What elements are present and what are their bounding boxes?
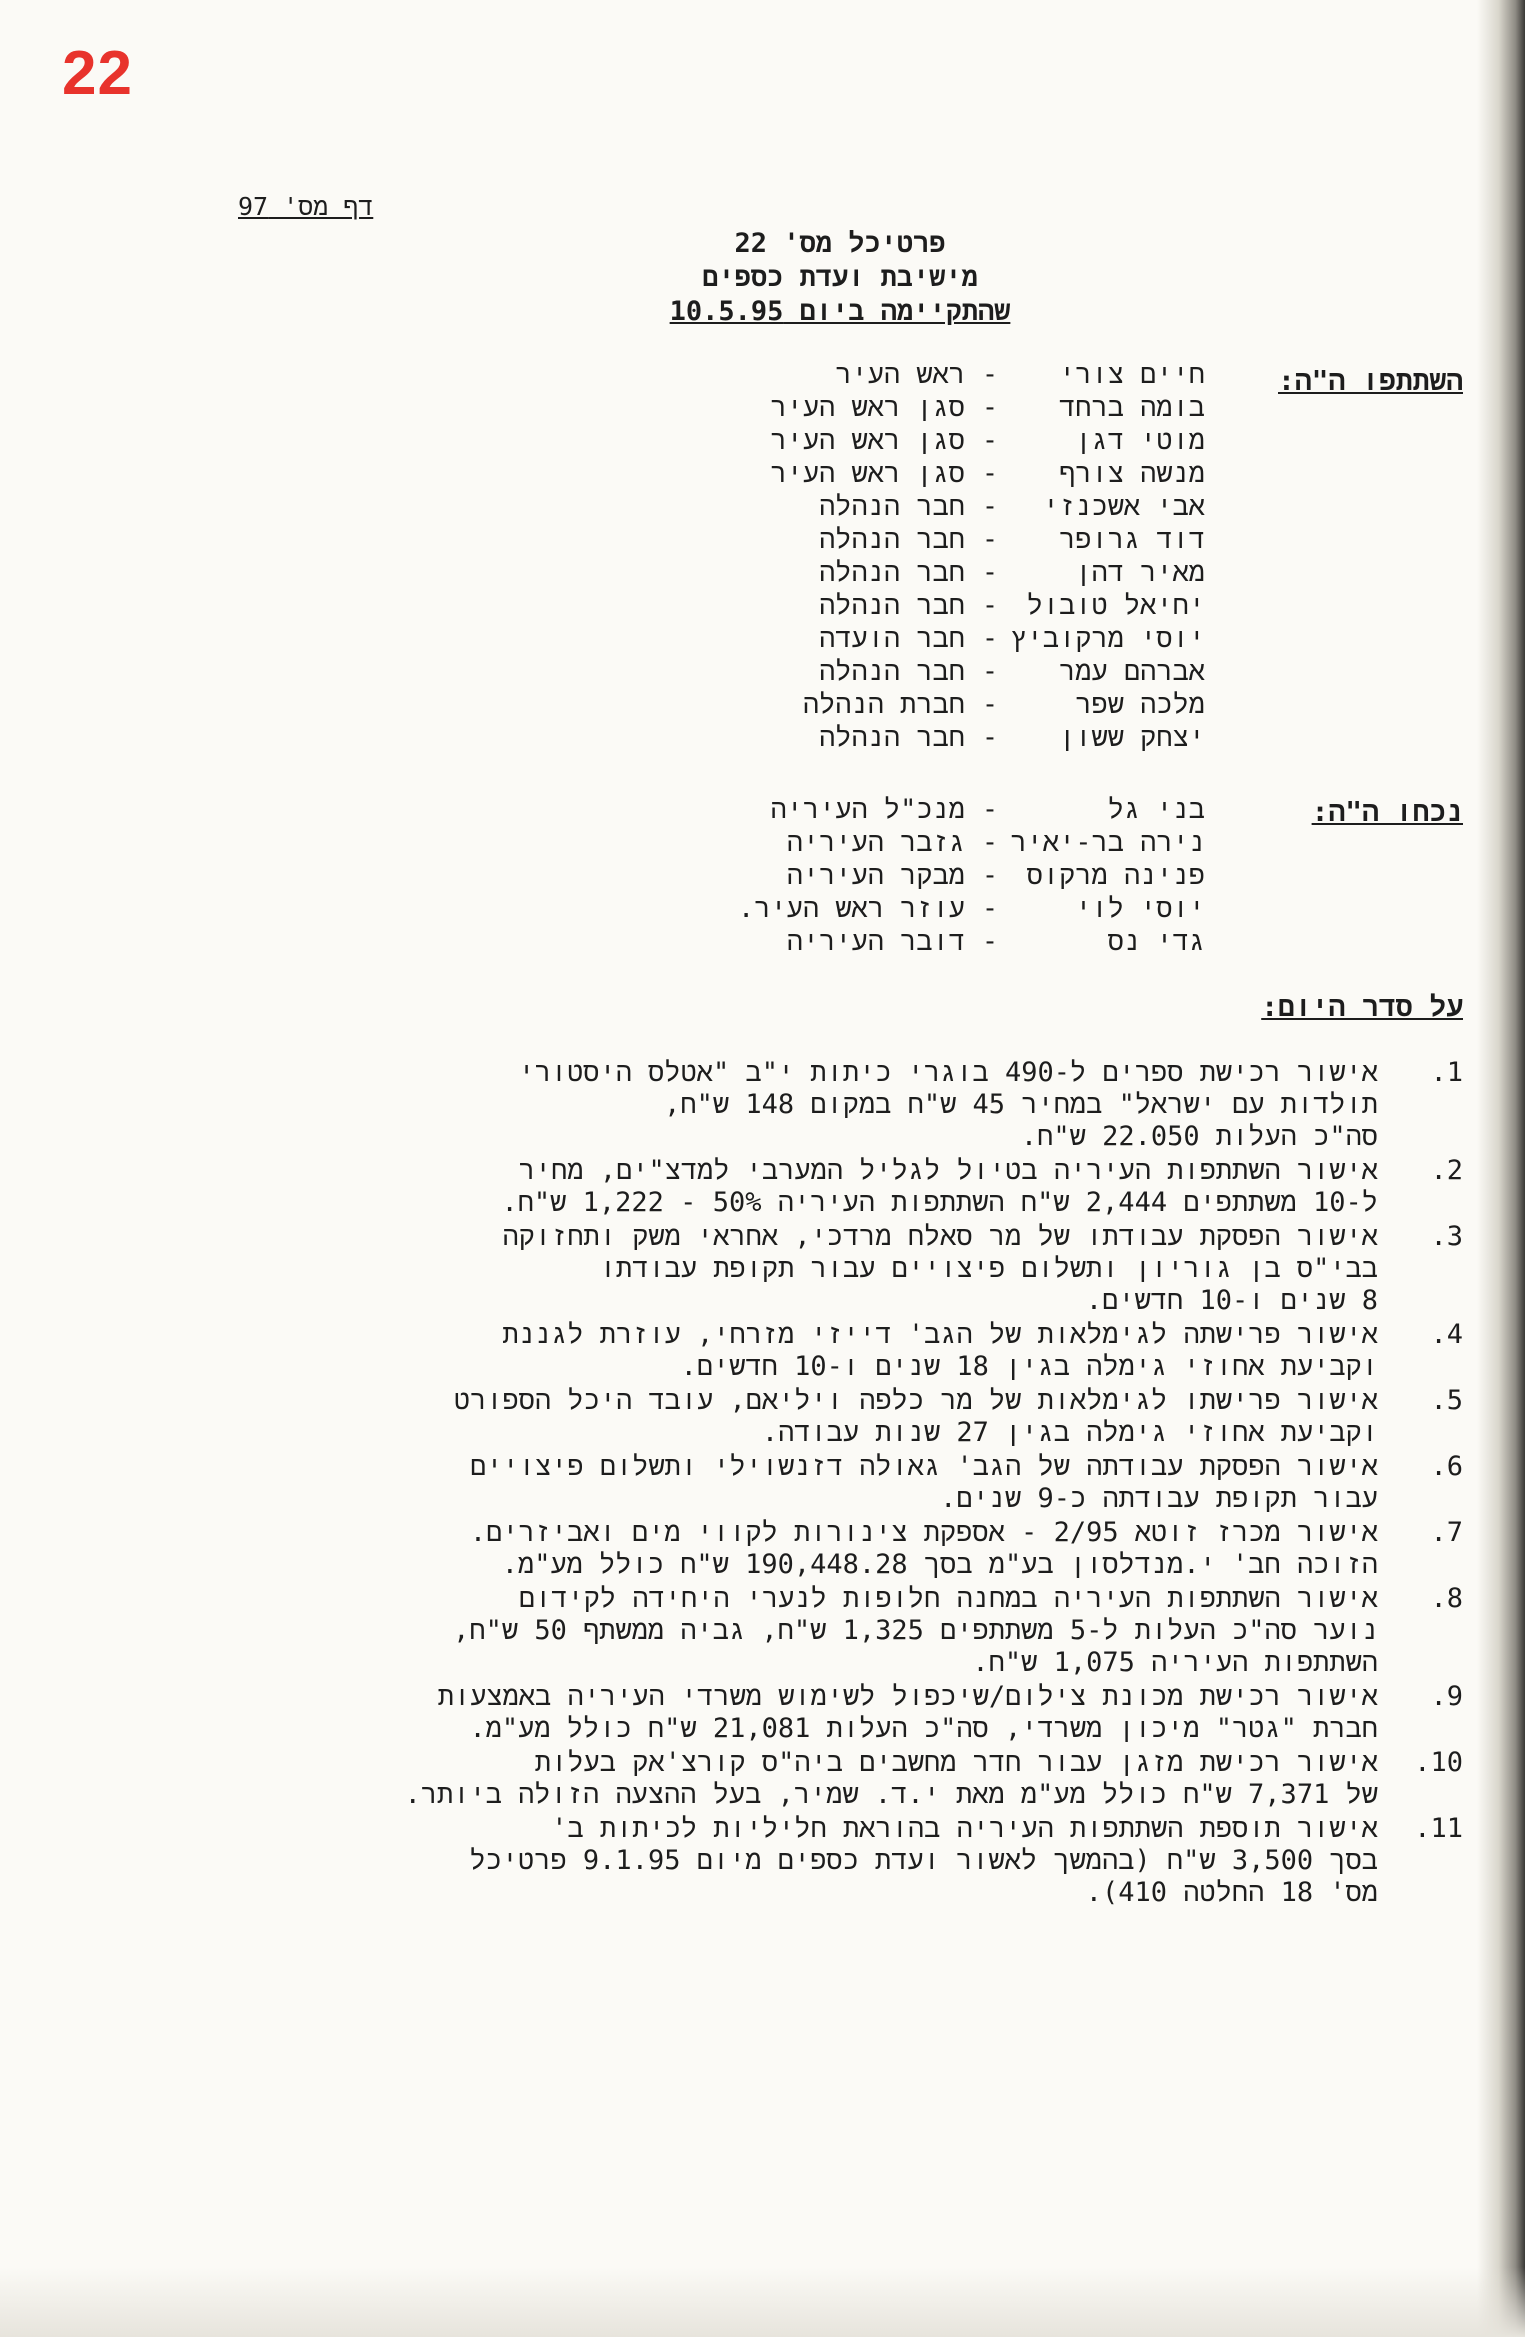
person-name: דוד גרופר (1059, 524, 1205, 555)
person-dash: - (981, 458, 999, 489)
person-row (385, 859, 1205, 892)
agenda-item-number: 1. (1430, 1057, 1463, 1088)
person-dash: - (981, 590, 999, 621)
agenda-item-number: 7. (1430, 1517, 1463, 1548)
person-name: יצחק ששון (1059, 722, 1205, 753)
person-role: דובר העיריה (786, 926, 965, 957)
person-name: אבי אשכנזי (1042, 491, 1205, 522)
person-dash: - (981, 794, 999, 825)
agenda-item (183, 1155, 1463, 1219)
person-row (385, 721, 1205, 754)
agenda-item-number: 8. (1430, 1583, 1463, 1614)
person-row (385, 892, 1205, 925)
person-role: עוזר ראש העיר. (738, 893, 965, 924)
agenda-item-line: חברת "גטר" מיכון משרדי, סה"כ העלות 21,081 ש"ח כולל מע"מ. (469, 1713, 1378, 1744)
agenda-item-line: אישור השתתפות העיריה במחנה חלופות לנערי היחידה לקידום (518, 1583, 1378, 1614)
person-row (385, 826, 1205, 859)
agenda-item-text (298, 1451, 1408, 1515)
person-name: מוטי דגן (1075, 425, 1205, 456)
agenda-item-number: 6. (1430, 1451, 1463, 1482)
agenda-item-text (298, 1057, 1408, 1153)
agenda-item-number: 3. (1430, 1221, 1463, 1252)
present-list (385, 793, 1205, 958)
person-dash: - (981, 926, 999, 957)
page-number-badge: 22 (62, 39, 133, 108)
person-role: מבקר העיריה (786, 860, 965, 891)
person-name: חיים צורי (1059, 359, 1205, 390)
person-row (385, 490, 1205, 523)
agenda-item-line: וקביעת אחוזי גימלה בגין 18 שנים ו-10 חדשים. (680, 1351, 1378, 1382)
person-dash: - (981, 827, 999, 858)
agenda-item (183, 1583, 1463, 1679)
agenda-item (183, 1221, 1463, 1317)
agenda-item-line: בבי"ס בן גוריון ותשלום פיצויים עבור תקופת עבודתו (599, 1253, 1378, 1284)
person-name: נירה בר-יאיר (1010, 827, 1205, 858)
person-role: חברת הנהלה (802, 689, 965, 720)
person-dash: - (981, 656, 999, 687)
person-name: גדי נס (1107, 926, 1205, 957)
agenda-item-line: סה"כ העלות 22.050 ש"ח. (1020, 1121, 1378, 1152)
person-dash: - (981, 623, 999, 654)
agenda-item-line: וקביעת אחוזי גימלה בגין 27 שנות עבודה. (761, 1417, 1378, 1448)
person-name: אברהם עמר (1059, 656, 1205, 687)
agenda-item-line: אישור פרישתו לגימלאות של מר כלפה ויליאם, עובד היכל הספורט (453, 1385, 1378, 1416)
person-role: גזבר העיריה (786, 827, 965, 858)
person-dash: - (981, 425, 999, 456)
agenda-item-number: 4. (1430, 1319, 1463, 1350)
person-name: פנינה מרקוס (1026, 860, 1205, 891)
agenda-item (183, 1451, 1463, 1515)
agenda-item-line: 8 שנים ו-10 חדשים. (1085, 1285, 1378, 1316)
agenda-item-line: אישור רכישת ספרים ל-490 בוגרי כיתות י"ב "אטלס היסטורי (518, 1057, 1378, 1088)
person-role: סגן ראש העיר (770, 458, 965, 489)
person-row (385, 925, 1205, 958)
agenda-item-text (298, 1319, 1408, 1383)
person-name: יחיאל טובול (1026, 590, 1205, 621)
person-row (385, 793, 1205, 826)
meeting-date: שהתקיימה ביום 10.5.95 (669, 296, 1011, 327)
person-dash: - (981, 689, 999, 720)
person-dash: - (981, 860, 999, 891)
person-row (385, 655, 1205, 688)
person-name: בומה ברחד (1059, 392, 1205, 423)
agenda-list (183, 1057, 1463, 1911)
agenda-item-text (298, 1813, 1408, 1909)
agenda-item-line: ל-10 משתתפים 2,444 ש"ח השתתפות העיריה 50% - 1,222 ש"ח. (501, 1187, 1378, 1218)
person-dash: - (981, 392, 999, 423)
person-role: חבר הנהלה (819, 656, 965, 687)
agenda-item (183, 1813, 1463, 1909)
person-name: מנשה צורף (1059, 458, 1205, 489)
person-row (385, 589, 1205, 622)
agenda-item-line: מס' 18 החלטה 410). (1085, 1877, 1378, 1908)
agenda-item-text (298, 1583, 1408, 1679)
person-name: יוסי לוי (1075, 893, 1205, 924)
agenda-item-number: 11. (1414, 1813, 1463, 1844)
agenda-item-text (298, 1681, 1408, 1745)
agenda-item-line: אישור רכישת מכונת צילום/שיכפול לשימוש משרדי העיריה באמצעות (437, 1681, 1378, 1712)
person-role: ראש העיר (835, 359, 965, 390)
person-name: מלכה שפר (1075, 689, 1205, 720)
agenda-item-line: אישור הפסקת עבודתה של הגב' גאולה דזנשוילי ותשלום פיצויים (470, 1451, 1378, 1482)
person-role: חבר הנהלה (819, 491, 965, 522)
agenda-item-line: נוער סה"כ העלות ל-5 משתתפים 1,325 ש"ח, גביה ממשתף 50 ש"ח, (453, 1615, 1378, 1646)
person-dash: - (981, 359, 999, 390)
person-row (385, 622, 1205, 655)
agenda-item-text (298, 1517, 1408, 1581)
page-reference: דף מס' 97 (238, 192, 374, 221)
agenda-item-line: של 7,371 ש"ח כולל מע"מ מאת י.ד. שמיר, בעל ההצעה הזולה ביותר. (404, 1779, 1378, 1810)
participants-list (385, 358, 1205, 754)
agenda-item-number: 9. (1430, 1681, 1463, 1712)
agenda-item (183, 1517, 1463, 1581)
person-name: בני גל (1107, 794, 1205, 825)
agenda-item-number: 2. (1430, 1155, 1463, 1186)
agenda-item-text (298, 1155, 1408, 1219)
agenda-item-line: עבור תקופת עבודתה כ-9 שנים. (940, 1483, 1378, 1514)
scan-shadow-bottom (0, 2267, 1525, 2337)
agenda-item-text (298, 1221, 1408, 1317)
agenda-item-line: אישור השתתפות העיריה בטיול לגליל המערבי למדצ"ים, מחיר (518, 1155, 1378, 1186)
person-role: סגן ראש העיר (770, 425, 965, 456)
agenda-item (183, 1681, 1463, 1745)
person-row (385, 688, 1205, 721)
person-dash: - (981, 893, 999, 924)
person-name: יוסי מרקוביץ (1010, 623, 1205, 654)
participants-label: השתתפו ה"ה: (1278, 364, 1463, 397)
agenda-item (183, 1747, 1463, 1811)
person-row (385, 523, 1205, 556)
protocol-title: פרטיכל מס' 22 (734, 228, 946, 259)
person-row (385, 358, 1205, 391)
agenda-item-line: אישור פרישתה לגימלאות של הגב' דייזי מזרחי, עוזרת לגננת (502, 1319, 1378, 1350)
agenda-item-line: אישור רכישת מזגן עבור חדר מחשבים ביה"ס קורצ'אק בעלות (534, 1747, 1378, 1778)
person-role: חבר הנהלה (819, 557, 965, 588)
person-row (385, 556, 1205, 589)
agenda-item (183, 1319, 1463, 1383)
agenda-item-line: אישור מכרז זוטא 2/95 - אספקת צינורות לקווי מים ואביזרים. (469, 1517, 1378, 1548)
person-role: חבר הנהלה (819, 590, 965, 621)
agenda-item-line: הזוכה חב' י.מנדלסון בע"מ בסך 190,448.28 ש"ח כולל מע"מ. (501, 1549, 1378, 1580)
agenda-item (183, 1057, 1463, 1153)
present-label: נכחו ה"ה: (1311, 795, 1463, 828)
person-role: חבר הנהלה (819, 524, 965, 555)
agenda-item-line: אישור תוספת השתתפות העיריה בהוראת חליליות לכיתות ב' (551, 1813, 1378, 1844)
agenda-item-number: 5. (1430, 1385, 1463, 1416)
person-row (385, 424, 1205, 457)
person-role: חבר הועדה (819, 623, 965, 654)
agenda-item-line: אישור הפסקת עבודתו של מר סאלח מרדכי, אחראי משק ותחזוקה (502, 1221, 1378, 1252)
person-role: סגן ראש העיר (770, 392, 965, 423)
person-dash: - (981, 491, 999, 522)
person-name: מאיר דהן (1075, 557, 1205, 588)
agenda-label: על סדר היום: (1261, 990, 1463, 1023)
agenda-item (183, 1385, 1463, 1449)
agenda-item-number: 10. (1414, 1747, 1463, 1778)
person-dash: - (981, 557, 999, 588)
person-dash: - (981, 524, 999, 555)
agenda-item-line: תולדות עם ישראל" במחיר 45 ש"ח במקום 148 ש"ח, (664, 1089, 1378, 1120)
agenda-item-text (298, 1747, 1408, 1811)
person-row (385, 391, 1205, 424)
person-dash: - (981, 722, 999, 753)
person-role: מנכ"ל העיריה (770, 794, 965, 825)
person-role: חבר הנהלה (819, 722, 965, 753)
agenda-item-line: השתתפות העיריה 1,075 ש"ח. (972, 1647, 1378, 1678)
agenda-item-text (298, 1385, 1408, 1449)
scan-shadow-edge (1477, 0, 1525, 2337)
meeting-subtitle: מישיבת ועדת כספים (702, 262, 978, 293)
person-row (385, 457, 1205, 490)
agenda-item-line: בסך 3,500 ש"ח (בהמשך לאשור ועדת כספים מיום 9.1.95 פרטיכל (469, 1845, 1378, 1876)
